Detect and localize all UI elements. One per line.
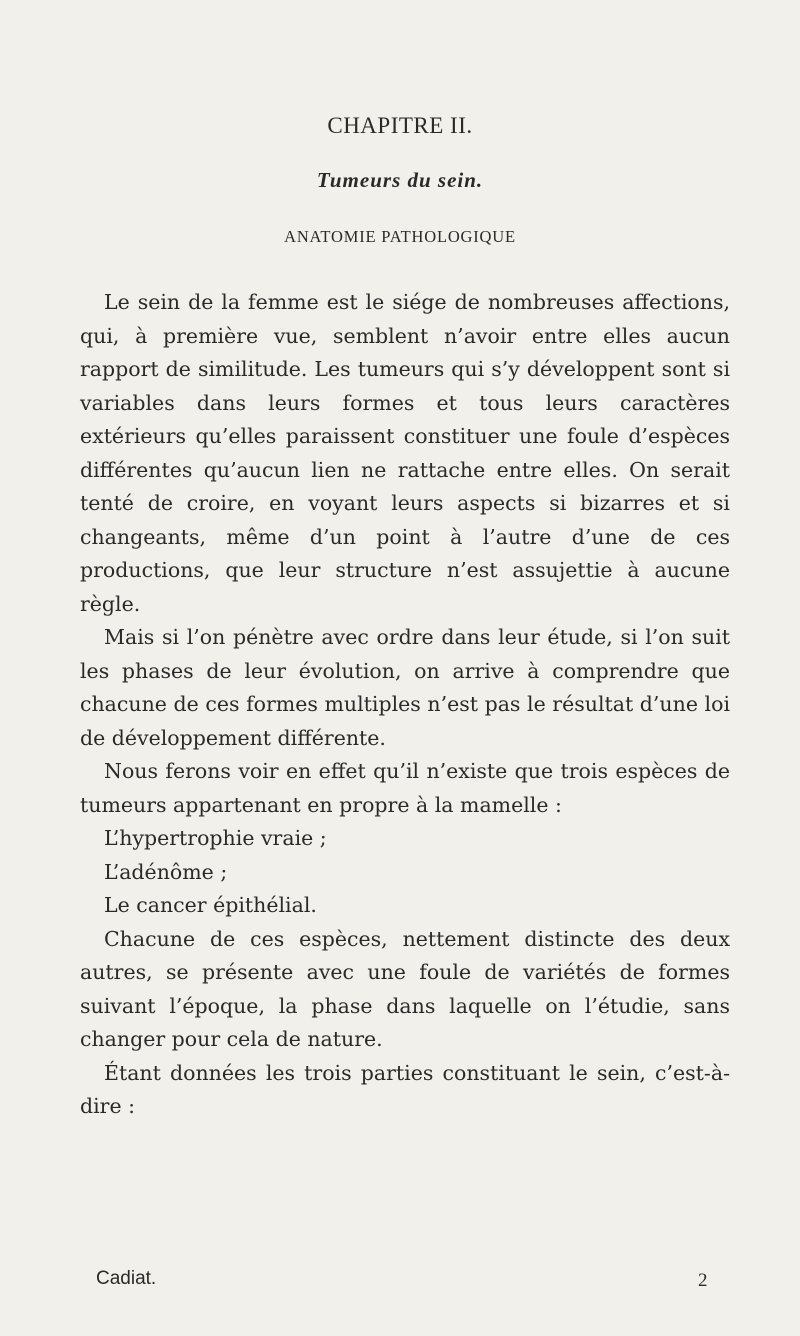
paragraph-intro: Le sein de la femme est le siége de nombreuses affections, qui, à première vue, semblent n’avoir entre elles aucun rapport de similitude. Les tumeurs qui s’y développent sont si variables dans leurs formes et tous leurs caractères extérieurs qu’elles paraissent constituer une foule d’espèces différentes qu’aucun lien ne rattache entre elles. On serait tenté de croire, en voyant leurs aspects si bizarres et si changeants, même d’un point à l’autre d’une de ces productions, que leur structure n’est assujettie à aucune règle.: [80, 290, 730, 616]
paragraph-three-species: Nous ferons voir en effet qu’il n’existe que trois espèces de tumeurs appartenant en propre à la mamelle :: [80, 759, 730, 817]
paragraph-parts: Étant données les trois parties constituant le sein, c’est-à-dire :: [80, 1060, 730, 1118]
section-heading: ANATOMIE PATHOLOGIQUE: [284, 227, 516, 246]
chapter-heading: CHAPITRE II.: [327, 113, 473, 138]
list-item-hypertrophie: L’hypertrophie vraie ;: [104, 826, 327, 850]
body-text: [80, 286, 730, 1124]
paragraph-evolution: Mais si l’on pénètre avec ordre dans leur étude, si l’on suit les phases de leur évolution, on arrive à comprendre que chacune de ces formes multiples n’est pas le résultat d’une loi de développement différente.: [80, 625, 730, 750]
list-item-adenome: L’adénôme ;: [104, 859, 228, 884]
signature-author: Cadiat.: [96, 1268, 157, 1289]
chapter-subtitle: Tumeurs du sein.: [316, 168, 484, 192]
signature-mark: 2: [698, 1270, 708, 1291]
paragraph-varieties: Chacune de ces espèces, nettement distincte des deux autres, se présente avec une foule de variétés de formes suivant l’époque, la phase dans laquelle on l’étudie, sans changer pour cela de nature.: [80, 926, 730, 1051]
list-item-cancer: Le cancer épithélial.: [104, 893, 317, 917]
